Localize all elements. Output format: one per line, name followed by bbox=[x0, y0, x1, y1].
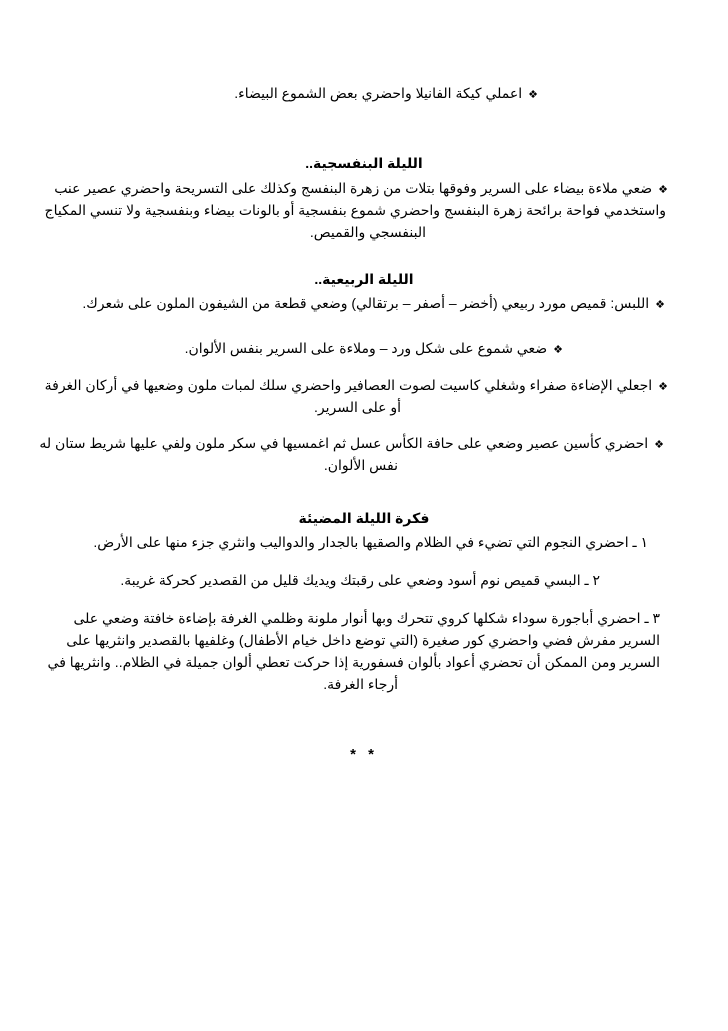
violet-night-line-2: واستخدمي فواحة برائحة زهرة البنفسج واحضري شموع بنفسجية أو بالونات بيضاء وبنفسجية ولا تنسي المكياج bbox=[44, 202, 666, 218]
spring-item-2 bbox=[185, 337, 563, 361]
diamond-bullet-icon: ❖ bbox=[528, 89, 538, 101]
diamond-bullet-icon: ❖ bbox=[658, 184, 668, 196]
glowing-item-2: ٢ ـ البسي قميص نوم أسود وضعي على رقبتك ويديك قليل من القصدير كحركة غريبة. bbox=[120, 572, 600, 588]
spring-night-title: الليلة الربيعية.. bbox=[314, 271, 414, 287]
spring-item-1 bbox=[82, 292, 665, 316]
intro-text: اعملي كيكة الفانيلا واحضري بعض الشموع البيضاء. bbox=[234, 85, 523, 101]
violet-night-title: الليلة البنفسجية.. bbox=[305, 155, 423, 171]
spring-item-4 bbox=[39, 432, 664, 456]
intro-line bbox=[234, 82, 538, 106]
spring-item-3-line-2: أو على السرير. bbox=[314, 399, 401, 415]
diamond-bullet-icon: ❖ bbox=[654, 439, 664, 451]
paragraph-line: احضري كأسين عصير وضعي على حافة الكأس عسل ثم اغمسيها في سكر ملون ولفي عليها شريط ستان له bbox=[39, 435, 649, 451]
diamond-bullet-icon: ❖ bbox=[658, 381, 668, 393]
glowing-item-3-line-3: السرير ومن الممكن أن تحضري أعواد بألوان فسفورية إذا حركت تعطي ألوان جميلة في الظلام.. وانثريها في bbox=[47, 654, 660, 670]
glowing-item-3-line-1: ٣ ـ احضري أباجورة سوداء شكلها كروي تتحرك وبها أنوار ملونة وظلمي الغرفة بإضاءة خافتة وضعي على bbox=[73, 610, 660, 626]
diamond-bullet-icon: ❖ bbox=[655, 299, 665, 311]
glowing-item-1: ١ ـ احضري النجوم التي تضيء في الظلام والصقيها بالجدار والدواليب وانثري جزء منها على الأرض. bbox=[93, 534, 648, 550]
violet-night-line-3: البنفسجي والقميص. bbox=[309, 224, 426, 240]
spring-item-4-line-2: نفس الألوان. bbox=[323, 457, 398, 473]
glowing-item-3-line-2: السرير مفرش فضي واحضري كور صغيرة (التي توضع داخل خيام الأطفال) وغلفيها بالقصدير وانثريها على bbox=[66, 632, 660, 648]
closing-stars: * * bbox=[350, 746, 378, 763]
paragraph-line: ضعي ملاءة بيضاء على السرير وفوقها بتلات من زهرة البنفسج وكذلك على التسريحة واحضري عصير عنب bbox=[54, 180, 653, 196]
violet-night-line-1 bbox=[54, 177, 668, 201]
diamond-bullet-icon: ❖ bbox=[553, 344, 563, 356]
spring-item-3 bbox=[45, 374, 668, 398]
paragraph-line: اللبس: قميص مورد ربيعي (أخضر – أصفر – برتقالي) وضعي قطعة من الشيفون الملون على شعرك. bbox=[82, 295, 650, 311]
glowing-item-3-line-4: أرجاء الغرفة. bbox=[323, 676, 398, 692]
glowing-night-title: فكرة الليلة المضيئة bbox=[298, 510, 430, 526]
paragraph-line: ضعي شموع على شكل ورد – وملاءة على السرير بنفس الألوان. bbox=[184, 340, 548, 356]
paragraph-line: اجعلي الإضاءة صفراء وشغلي كاسيت لصوت العصافير واحضري سلك لمبات ملون وضعيها في أركان الغرفة bbox=[44, 377, 653, 393]
